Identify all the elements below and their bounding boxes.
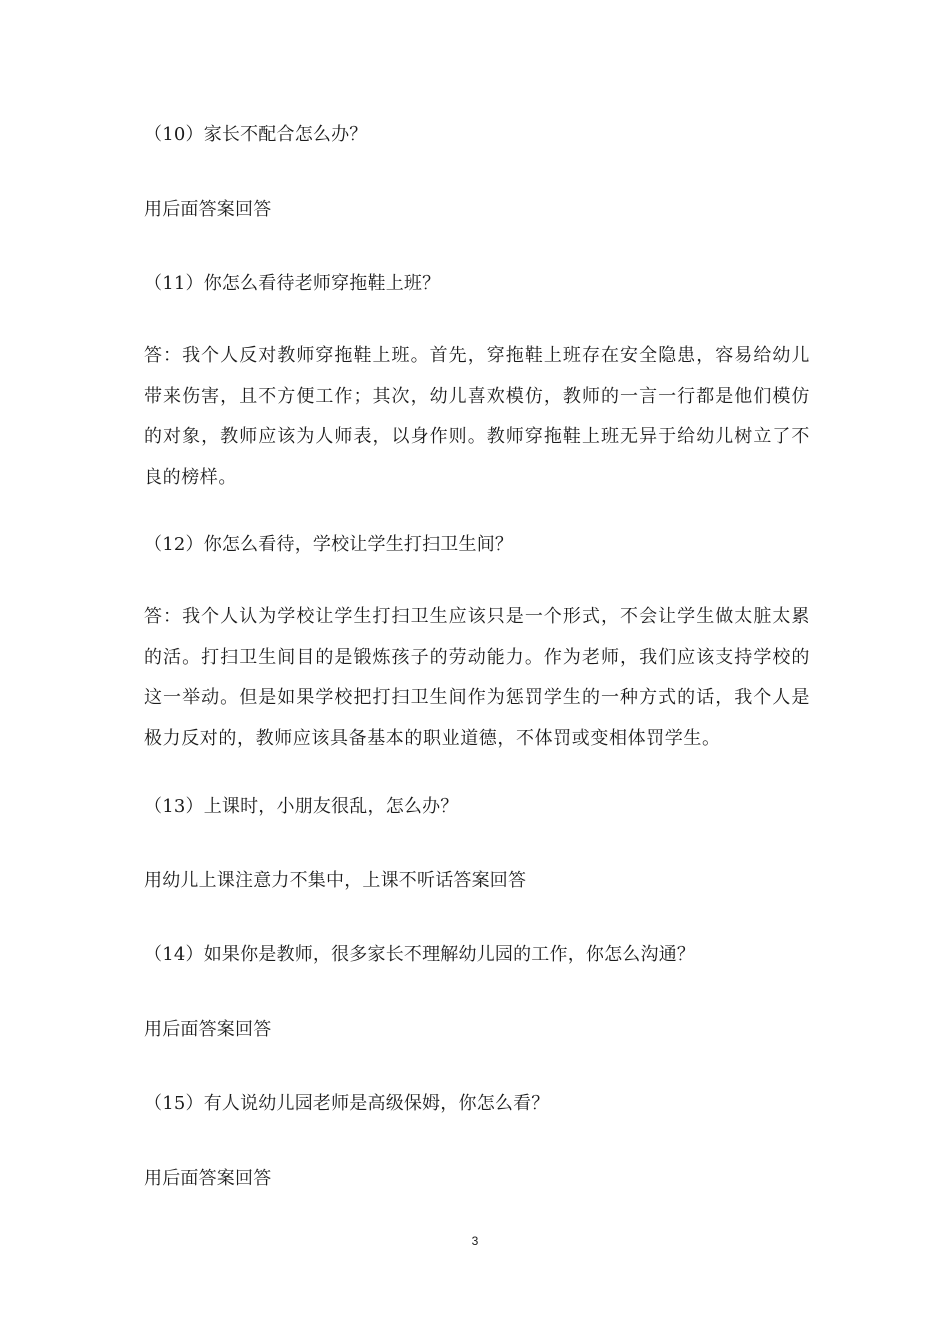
answer-13: 用幼儿上课注意力不集中，上课不听话答案回答 [144,870,527,891]
question-11: （11）你怎么看待老师穿拖鞋上班？ [144,273,441,294]
page-number: 3 [471,1234,479,1248]
answer-12: 答：我个人认为学校让学生打扫卫生应该只是一个形式，不会让学生做太脏太累的活。打扫卫生间目的是锻炼孩子的劳动能力。作为老师，我们应该支持学校的这一举动。但是如果学校把打扫卫生间作为惩罚学生的一种方式的话，我个人是极力反对的，教师应该具备基本的职业道德，不体罚或变相体罚学生。 [144,606,810,749]
question-12: （12）你怎么看待，学校让学生打扫卫生间？ [144,534,514,555]
question-14: （14）如果你是教师，很多家长不理解幼儿园的工作，你怎么沟通？ [144,944,696,965]
question-15: （15）有人说幼儿园老师是高级保姆，你怎么看？ [144,1093,550,1114]
answer-14: 用后面答案回答 [144,1019,272,1040]
answer-11: 答：我个人反对教师穿拖鞋上班。首先，穿拖鞋上班存在安全隐患，容易给幼儿带来伤害，且不方便工作；其次，幼儿喜欢模仿，教师的一言一行都是他们模仿的对象，教师应该为人师表，以身作则。教师穿拖鞋上班无异于给幼儿树立了不良的榜样。 [144,345,810,488]
question-10: （10）家长不配合怎么办？ [144,124,368,145]
answer-10: 用后面答案回答 [144,199,272,220]
question-13: （13）上课时，小朋友很乱，怎么办？ [144,796,459,817]
answer-15: 用后面答案回答 [144,1168,272,1189]
